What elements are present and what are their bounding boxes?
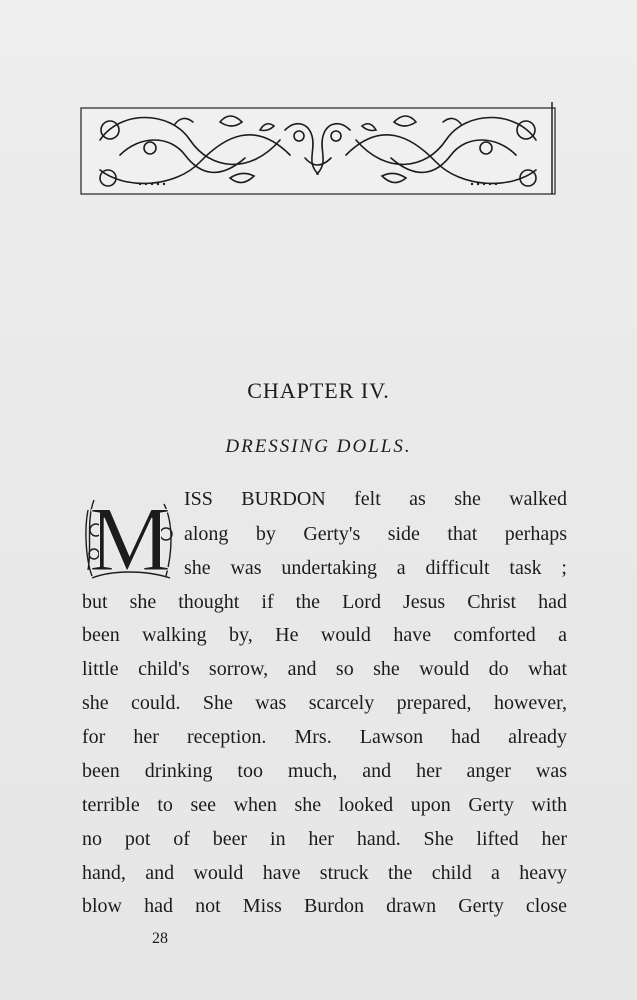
body-line: she could. She was scarcely prepared, however, <box>82 692 567 714</box>
drop-cap <box>82 490 178 582</box>
body-line: but she thought if the Lord Jesus Christ had <box>82 591 567 613</box>
chapter-title: CHAPTER IV. <box>247 378 390 403</box>
chapter-subtitle: DRESSING DOLLS. <box>225 436 412 457</box>
body-line: terrible to see when she looked upon Gerty with <box>82 794 567 816</box>
body-line: she was undertaking a difficult task ; <box>184 557 567 579</box>
body-line: no pot of beer in her hand. She lifted her <box>82 828 567 850</box>
body-line: along by Gerty's side that perhaps <box>184 523 567 545</box>
headpiece-ornament-icon <box>80 100 556 196</box>
ornamental-headpiece <box>80 100 556 196</box>
body-line: blow had not Miss Burdon drawn Gerty close <box>82 895 567 917</box>
drop-cap-letter: M <box>89 490 171 582</box>
body-line: been drinking too much, and her anger was <box>82 760 567 782</box>
body-line: been walking by, He would have comforted a <box>82 624 567 646</box>
body-line: hand, and would have struck the child a heavy <box>82 862 567 884</box>
drop-cap-ornament-icon <box>82 490 178 582</box>
page-number: 28 <box>152 930 168 947</box>
body-line: ISS BURDON felt as she walked <box>184 488 567 510</box>
body-line: little child's sorrow, and so she would do what <box>82 658 567 680</box>
body-line: for her reception. Mrs. Lawson had already <box>82 726 567 748</box>
